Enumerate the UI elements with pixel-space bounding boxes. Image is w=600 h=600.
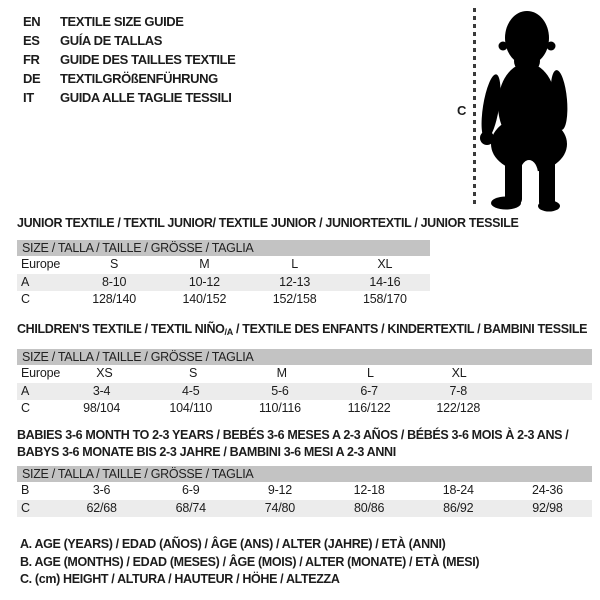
language-title-block (23, 12, 235, 107)
row-label: C (21, 500, 30, 515)
size-cell: M (276, 366, 287, 380)
row-label: A (21, 383, 30, 398)
table-row (17, 500, 592, 518)
size-cell: 10-12 (188, 274, 220, 289)
row-label: C (21, 292, 30, 306)
table-title: JUNIOR TEXTILE / TEXTIL JUNIOR/ TEXTILE JUNIOR / JUNIORTEXTIL / JUNIOR TESSILE (17, 216, 519, 230)
size-cell: 12-13 (279, 274, 311, 289)
lang-title: GUIDE DES TAILLES TEXTILE (60, 52, 236, 67)
size-cell: 62/68 (86, 500, 117, 515)
note-age-months: B. AGE (MONTHS) / EDAD (MESES) / ÂGE (MOIS) / ALTER (MONATE) / ETÀ (MESI) (20, 554, 480, 569)
size-cell: 86/92 (443, 500, 474, 515)
title-subscript: /A (224, 327, 233, 337)
size-cell: 104/110 (169, 401, 213, 415)
table-row (17, 400, 592, 418)
lang-title: GUÍA DE TALLAS (60, 33, 163, 48)
size-cell: S (189, 366, 198, 380)
size-cell: 92/98 (532, 500, 563, 515)
size-cell: 14-16 (369, 274, 401, 289)
figure-height-label: C (457, 103, 467, 118)
lang-code: DE (23, 71, 41, 86)
size-header-band: SIZE / TALLA / TAILLE / GRÖSSE / TAGLIA (17, 466, 592, 482)
size-header-band: SIZE / TALLA / TAILLE / GRÖSSE / TAGLIA (17, 240, 430, 256)
size-cell-empty (503, 400, 592, 418)
size-cell: L (367, 366, 374, 380)
row-label: Europe (21, 366, 61, 380)
size-cell: 80/86 (353, 500, 385, 515)
height-measure-dotted-line (473, 8, 476, 208)
lang-title: GUIDA ALLE TAGLIE TESSILI (60, 90, 232, 105)
table-row (17, 256, 430, 274)
legend-notes (20, 536, 479, 589)
childrens-textile-table (17, 322, 592, 418)
row-label: Europe (21, 257, 61, 271)
size-cell: 5-6 (271, 383, 289, 398)
size-cell: XL (451, 366, 467, 380)
size-cell: M (199, 257, 210, 271)
size-cell: 7-8 (449, 383, 467, 398)
row-label: C (21, 401, 30, 415)
table-title: BABIES 3-6 MONTH TO 2-3 YEARS / BEBÉS 3-6 MESES A 2-3 AÑOS / BÉBÉS 3-6 MOIS À 2-3 ANS / BABYS 3-6 MONATE BIS 2-3 JAHRE / BAMBINI 3-6 MESI A 2-3 ANNI (17, 428, 569, 459)
size-cell: 152/158 (272, 292, 317, 306)
lang-row-en (23, 12, 235, 31)
size-cell: 116/122 (347, 401, 391, 415)
junior-textile-table (17, 216, 519, 309)
lang-code: IT (23, 90, 34, 105)
table-row (17, 274, 430, 292)
size-cell: 9-12 (267, 483, 293, 497)
lang-code: ES (23, 33, 40, 48)
size-cell: 8-10 (102, 274, 127, 289)
lang-code: EN (23, 14, 41, 29)
baby-silhouette-icon (480, 5, 580, 212)
size-cell: S (110, 257, 119, 271)
size-cell: 98/104 (83, 401, 121, 415)
size-cell-empty (503, 365, 592, 383)
size-cell: 158/170 (362, 292, 407, 306)
note-height-cm: C. (cm) HEIGHT / ALTURA / HAUTEUR / HÖHE / ALTEZZA (20, 572, 340, 586)
size-cell: 140/152 (182, 292, 227, 306)
lang-row-it (23, 88, 235, 107)
size-cell: 12-18 (353, 483, 385, 497)
size-cell: 18-24 (442, 483, 474, 497)
size-cell: 3-6 (92, 483, 111, 497)
table-row (17, 482, 592, 500)
size-cell: XL (377, 257, 393, 271)
size-cell: 6-9 (182, 483, 200, 497)
size-cell: XS (96, 366, 113, 380)
lang-row-fr (23, 50, 235, 69)
size-cell: 3-4 (92, 383, 111, 398)
table-row (17, 291, 430, 309)
size-cell: L (291, 257, 298, 271)
size-cell: 122/128 (436, 401, 481, 415)
lang-row-de (23, 69, 235, 88)
babies-textile-table (17, 427, 592, 517)
lang-row-es (23, 31, 235, 50)
size-cell: 24-36 (531, 483, 563, 497)
row-label: B (21, 483, 30, 497)
lang-title: TEXTILE SIZE GUIDE (60, 14, 184, 29)
table-row (17, 383, 592, 401)
size-cell-empty (503, 383, 592, 401)
table-title: CHILDREN'S TEXTILE / TEXTIL $NIÑO_{/A}$ / TEXTILE DES ENFANTS / KINDERTEXTIL / BAMBINI TESSILE (17, 322, 588, 337)
size-cell: 110/116 (258, 401, 301, 415)
note-age-years: A. AGE (YEARS) / EDAD (AÑOS) / ÂGE (ANS) / ALTER (JAHRE) / ETÀ (ANNI) (20, 537, 446, 551)
size-cell: 128/140 (92, 292, 137, 306)
lang-title: TEXTILGRÖßENFÜHRUNG (60, 71, 218, 86)
size-cell: 6-7 (360, 383, 378, 398)
size-cell: 4-5 (182, 383, 200, 398)
size-cell: 74/80 (264, 500, 296, 515)
size-cell: 68/74 (175, 500, 206, 515)
lang-code: FR (23, 52, 40, 67)
size-header-band: SIZE / TALLA / TAILLE / GRÖSSE / TAGLIA (17, 349, 592, 365)
table-row (17, 365, 592, 383)
row-label: A (21, 274, 30, 289)
